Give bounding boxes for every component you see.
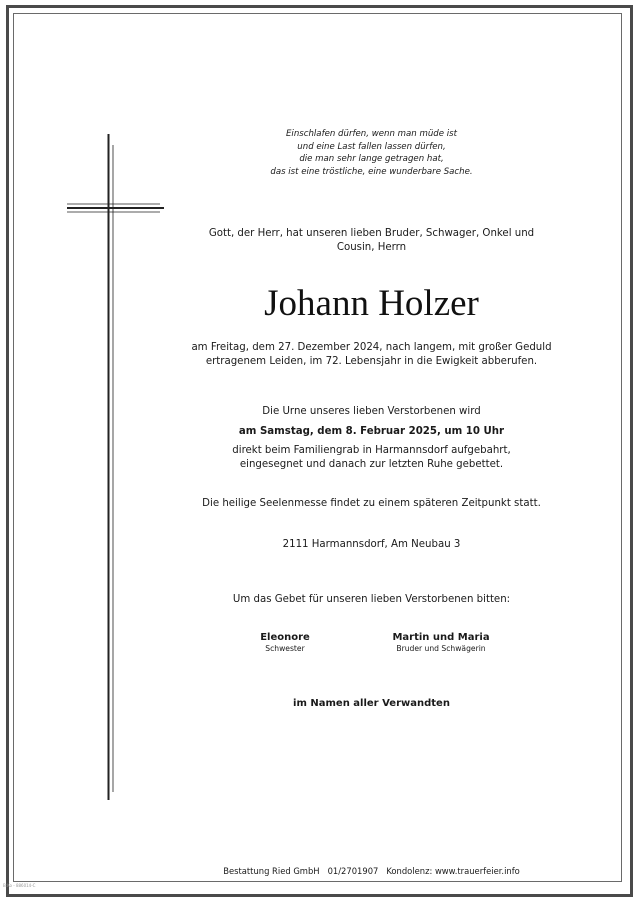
intro-text: Gott, der Herr, hat unseren lieben Bruder, Schwager, Onkel und Cousin, Herrn bbox=[208, 228, 535, 253]
poem-line: die man sehr lange getragen hat, bbox=[299, 154, 444, 164]
deceased-name: Johann Holzer bbox=[264, 283, 479, 324]
funeral-date: am Samstag, dem 8. Februar 2025, um 10 Uhr bbox=[238, 425, 505, 437]
mourner-relation: Schwester bbox=[265, 644, 305, 653]
address: 2111 Harmannsdorf, Am Neubau 3 bbox=[282, 539, 461, 550]
urne-line: direkt beim Familiengrab in Harmannsdorf aufgebahrt, bbox=[232, 445, 511, 456]
poem-line: das ist eine tröstliche, eine wunderbare Sache. bbox=[270, 166, 473, 177]
funeral-info bbox=[190, 405, 553, 471]
mourner-name: Martin und Maria bbox=[392, 632, 490, 643]
urne-line: eingesegnet und danach zur letzten Ruhe gebettet. bbox=[239, 458, 504, 470]
mass-text: Die heilige Seelenmesse findet zu einem späteren Zeitpunkt statt. bbox=[202, 498, 541, 509]
mourner-relation: Bruder und Schwägerin bbox=[396, 644, 486, 653]
mourner-name: Eleonore bbox=[260, 632, 310, 643]
poem-line: und eine Last fallen lassen dürfen, bbox=[297, 141, 446, 152]
mourner bbox=[366, 631, 516, 654]
mourner bbox=[210, 631, 360, 654]
document-code: B:Ko - 886014-C bbox=[3, 883, 36, 888]
closing-text: im Namen aller Verwandten bbox=[293, 698, 450, 709]
death-text: am Freitag, dem 27. Dezember 2024, nach langem, mit großer Geduld ertragenem Leiden, im 72. Lebensjahr in die Ewigkeit abberufen. bbox=[191, 342, 552, 367]
poem-line: Einschlafen dürfen, wenn man müde ist bbox=[286, 129, 457, 139]
prayer-text: Um das Gebet für unseren lieben Verstorbenen bitten: bbox=[232, 594, 511, 605]
poem bbox=[190, 128, 553, 178]
footer: Bestattung Ried GmbH 01/2701907 Kondolenz: www.trauerfeier.info bbox=[223, 866, 520, 876]
urne-line: Die Urne unseres lieben Verstorbenen wird bbox=[262, 406, 481, 417]
